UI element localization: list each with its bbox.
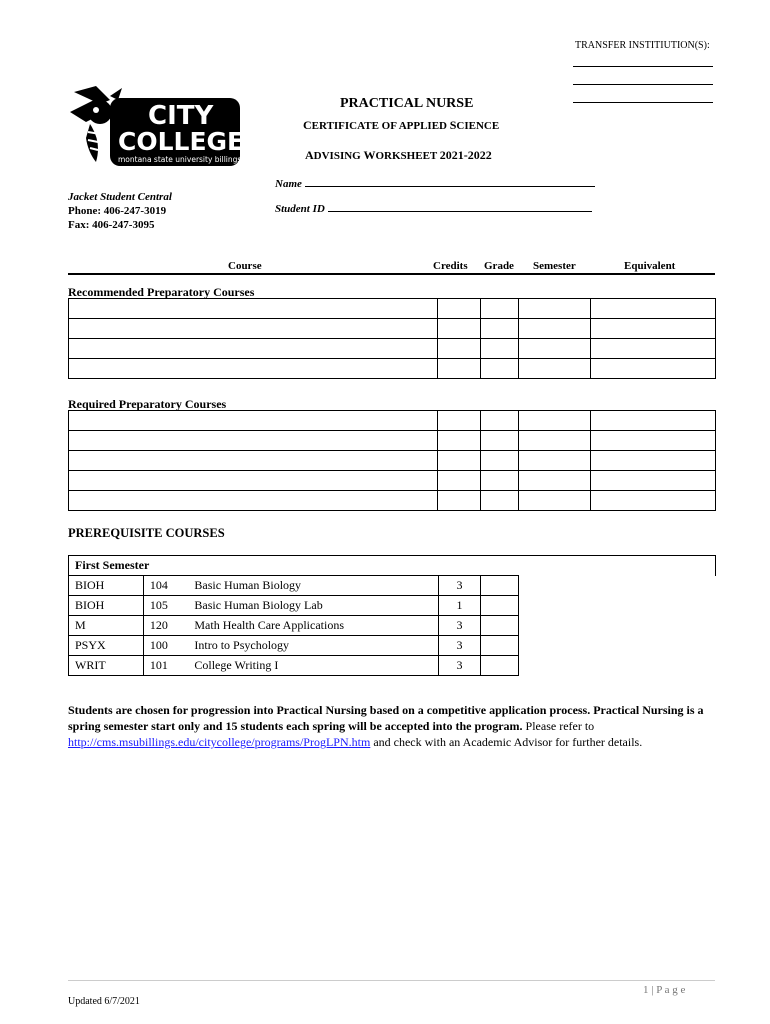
table-row: [69, 339, 716, 359]
column-course: Course: [228, 260, 262, 272]
office-name: Jacket Student Central: [68, 191, 172, 203]
prerequisite-section-label: PREREQUISITE COURSES: [68, 526, 225, 540]
table-row: M 120 Math Health Care Applications 3: [69, 616, 716, 636]
footer-divider: [68, 980, 715, 981]
logo-college-text: COLLEGE: [118, 127, 244, 156]
city-college-logo: [66, 82, 244, 170]
transfer-line-1[interactable]: [573, 66, 713, 67]
first-semester-row: [69, 556, 716, 576]
column-semester: Semester: [533, 260, 576, 272]
page-title: PRACTICAL NURSE: [340, 96, 474, 111]
transfer-institution-label: TRANSFER INSTITIUTION(S):: [575, 40, 710, 51]
progression-note-bold: Students are chosen for progression into Practical Nursing based on a competitive application process. Practical Nursing is a spring semester start only and 15 students each spring will be accepted into the program.: [68, 703, 704, 733]
first-semester-label: First Semester: [69, 556, 716, 576]
recommended-courses-table: [68, 298, 716, 379]
column-credits: Credits: [433, 260, 468, 272]
progression-note: Students are chosen for progression into Practical Nursing based on a competitive application process. Practical Nursing is a spring semester start only and 15 students each spring will be accepted into the program. Please refer to http://cms.msubillings.edu/citycollege/programs/ProgLPN.htm and check with an Academic Advisor for further details.: [68, 703, 704, 749]
table-row: WRIT 101 College Writing I 3: [69, 656, 716, 676]
fax-number: Fax: 406-247-3095: [68, 219, 155, 231]
table-row: [69, 411, 716, 431]
column-grade: Grade: [484, 260, 514, 272]
table-row: [69, 431, 716, 451]
phone-number: Phone: 406-247-3019: [68, 205, 167, 217]
table-row: BIOH 104 Basic Human Biology 3: [69, 576, 716, 596]
table-row: [69, 451, 716, 471]
table-row: BIOH 105 Basic Human Biology Lab 1: [69, 596, 716, 616]
prerequisite-courses-table: [68, 555, 716, 676]
certificate-subtitle: CERTIFICATE OF APPLIED SCIENCE: [303, 118, 500, 132]
column-equivalent: Equivalent: [624, 260, 676, 272]
column-header-row: [68, 258, 715, 275]
contact-block: [68, 190, 172, 232]
student-id-field[interactable]: Student ID: [275, 203, 592, 215]
logo-tagline: montana state university billings: [118, 155, 242, 164]
name-field[interactable]: Name: [275, 178, 595, 190]
table-row: [69, 319, 716, 339]
program-link[interactable]: http://cms.msubillings.edu/citycollege/programs/ProgLPN.htm: [68, 735, 371, 749]
table-row: PSYX 100 Intro to Psychology 3: [69, 636, 716, 656]
page-number: 1 | P a g e: [643, 984, 686, 996]
transfer-line-3[interactable]: [573, 102, 713, 103]
table-row: [69, 299, 716, 319]
recommended-section-label: Recommended Preparatory Courses: [68, 285, 255, 299]
worksheet-heading: ADVISING WORKSHEET 2021-2022: [305, 148, 492, 162]
table-row: [69, 471, 716, 491]
table-row: [69, 359, 716, 379]
required-courses-table: [68, 410, 716, 511]
updated-date: Updated 6/7/2021: [68, 996, 140, 1007]
required-section-label: Required Preparatory Courses: [68, 397, 227, 411]
transfer-line-2[interactable]: [573, 84, 713, 85]
logo-city-text: CITY: [148, 101, 214, 131]
table-row: [69, 491, 716, 511]
